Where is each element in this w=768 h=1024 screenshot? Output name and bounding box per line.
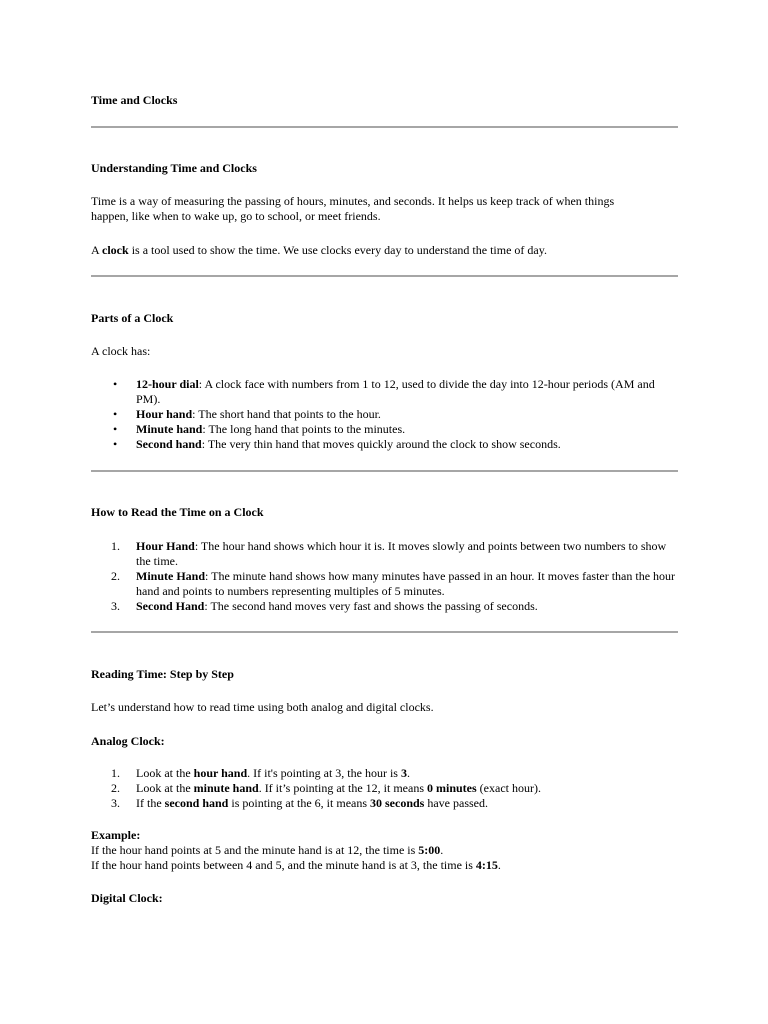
section-heading-understanding: Understanding Time and Clocks [91,161,257,175]
list-description: : The second hand moves very fast and shows the passing of seconds. [204,599,538,613]
bullet-marker: • [113,377,118,391]
text-run: Look at the [136,766,194,780]
bold-term: 30 seconds [370,796,425,810]
bold-time: 5:00 [418,843,441,857]
list-number: 2. [111,569,120,583]
section-heading-step-by-step: Reading Time: Step by Step [91,667,234,681]
horizontal-rule [91,470,678,472]
list-term: 12-hour dial [136,377,199,391]
text-run: . [440,843,444,857]
example-label: Example: [91,828,141,842]
list-item [91,569,681,599]
section-heading-read-time: How to Read the Time on a Clock [91,505,264,519]
paragraph-time-definition: Time is a way of measuring the passing of hours, minutes, and seconds. It helps us keep track of when things happen, like when to wake up, go to school, or meet friends. [91,194,615,223]
text-run: . [406,766,410,780]
bold-term: hour hand [193,766,248,780]
text-run: is a tool used to show the time. We use clocks every day to understand the time of day. [128,243,547,257]
bullet-marker: • [113,407,118,421]
text-run: . If it’s pointing at the 12, it means [258,781,427,795]
analog-clock-heading: Analog Clock: [91,734,165,748]
list-item [91,407,681,422]
bold-term: 0 minutes [427,781,477,795]
example-line [91,858,691,873]
text-run: Look at the [136,781,194,795]
list-number: 2. [111,781,120,795]
list-item [91,422,681,437]
bold-term: clock [102,243,129,257]
list-number: 3. [111,796,120,810]
section-heading-parts: Parts of a Clock [91,311,174,325]
text-run: . If it's pointing at 3, the hour is [247,766,401,780]
list-number: 3. [111,599,120,613]
bold-term: 3 [400,766,407,780]
document-title: Time and Clocks [91,93,178,107]
list-term: Second hand [136,437,202,451]
list-description: : The hour hand shows which hour it is. It moves slowly and points between two numbers to show the time. [136,539,667,568]
list-term: Minute hand [136,422,203,436]
list-description: : The short hand that points to the hour. [192,407,381,421]
list-item [91,437,681,452]
list-term: Minute Hand [136,569,206,583]
list-term: Second Hand [136,599,205,613]
horizontal-rule [91,126,678,128]
text-run: is pointing at the 6, it means [228,796,371,810]
example-line [91,843,691,858]
list-description: : A clock face with numbers from 1 to 12, used to divide the day into 12-hour periods (AM and PM). [136,377,655,406]
read-time-list [91,539,681,614]
list-item [91,796,681,811]
list-item [91,599,681,614]
horizontal-rule [91,631,678,633]
horizontal-rule [91,275,678,277]
text-run: . [497,858,501,872]
bold-term: second hand [164,796,229,810]
list-number: 1. [111,539,120,553]
list-term: Hour Hand [136,539,195,553]
text-run: If the hour hand points at 5 and the minute hand is at 12, the time is [91,843,419,857]
paragraph-clock-definition [91,243,691,258]
text-run: If the [136,796,165,810]
list-item [91,377,681,407]
text-run: have passed. [424,796,489,810]
list-number: 1. [111,766,120,780]
analog-steps-list [91,766,681,811]
list-item [91,766,681,781]
list-item [91,781,681,796]
parts-intro: A clock has: [91,344,151,358]
text-run: If the hour hand points between 4 and 5, and the minute hand is at 3, the time is [91,858,476,872]
bold-term: minute hand [193,781,259,795]
bold-time: 4:15 [475,858,498,872]
bullet-marker: • [113,422,118,436]
list-term: Hour hand [136,407,193,421]
bullet-marker: • [113,437,118,451]
step-intro: Let’s understand how to read time using both analog and digital clocks. [91,700,434,714]
text-run: A [91,243,103,257]
digital-clock-heading: Digital Clock: [91,891,163,905]
list-description: : The minute hand shows how many minutes have passed in an hour. It moves faster than the hour hand and points to numbers representing multiples of 5 minutes. [136,569,676,598]
list-item [91,539,681,569]
list-description: : The very thin hand that moves quickly around the clock to show seconds. [201,437,561,451]
list-description: : The long hand that points to the minutes. [202,422,406,436]
text-run: (exact hour). [476,781,541,795]
parts-list [91,377,681,452]
